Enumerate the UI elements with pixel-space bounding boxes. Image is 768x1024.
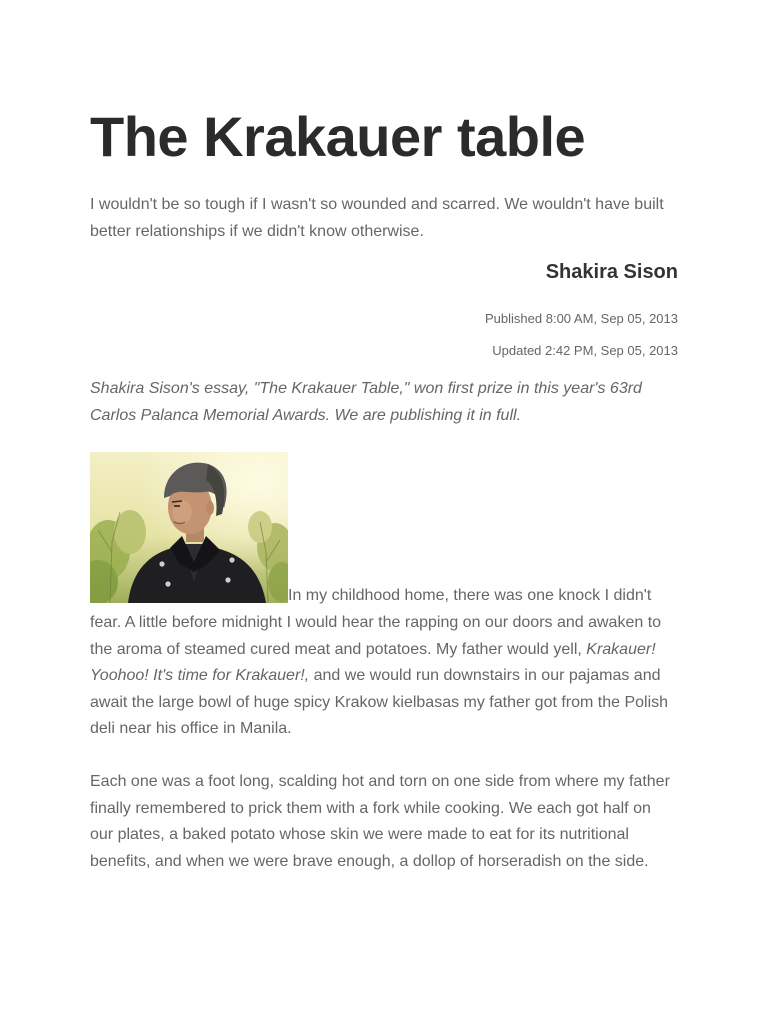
paragraph-1 bbox=[90, 610, 678, 743]
paragraph-1-italic-quote: Krakauer! Yoohoo! It's time for Krakauer!, bbox=[90, 640, 656, 684]
article-title: The Krakauer table bbox=[90, 105, 586, 168]
paragraph-2: Each one was a foot long, scalding hot and torn on one side from where my father finally remembered to prick them with a fork while cooking. We each got half on our plates, a baked potato whose skin we were made to eat for its nutritional benefits, and when we were brave enough, a dollop of horseradish on the side. bbox=[90, 773, 670, 870]
paragraph-1-first-line: In my childhood home, there was one knock I didn't bbox=[288, 587, 652, 604]
paragraph-1-text-b: and we would run downstairs in our pajamas and await the large bowl of huge spicy Krakow kielbasas my father got from the Polish deli near his office in Manila. bbox=[90, 667, 669, 737]
paragraph-1-text-a: fear. A little before midnight I would hear the rapping on our doors and awaken to the aroma of steamed cured meat and potatoes. My father would yell, bbox=[90, 614, 662, 658]
author-name[interactable]: Shakira Sison bbox=[545, 261, 678, 283]
article-dek: I wouldn't be so tough if I wasn't so wounded and scarred. We wouldn't have built better relationships if we didn't know otherwise. bbox=[90, 196, 664, 240]
published-date: Published 8:00 AM, Sep 05, 2013 bbox=[485, 311, 678, 326]
updated-date: Updated 2:42 PM, Sep 05, 2013 bbox=[492, 343, 678, 358]
article-intro: Shakira Sison's essay, "The Krakauer Table," won first prize in this year's 63rd Carlos Palanca Memorial Awards. We are publishing it in full. bbox=[90, 380, 642, 424]
author-photo bbox=[90, 452, 288, 603]
